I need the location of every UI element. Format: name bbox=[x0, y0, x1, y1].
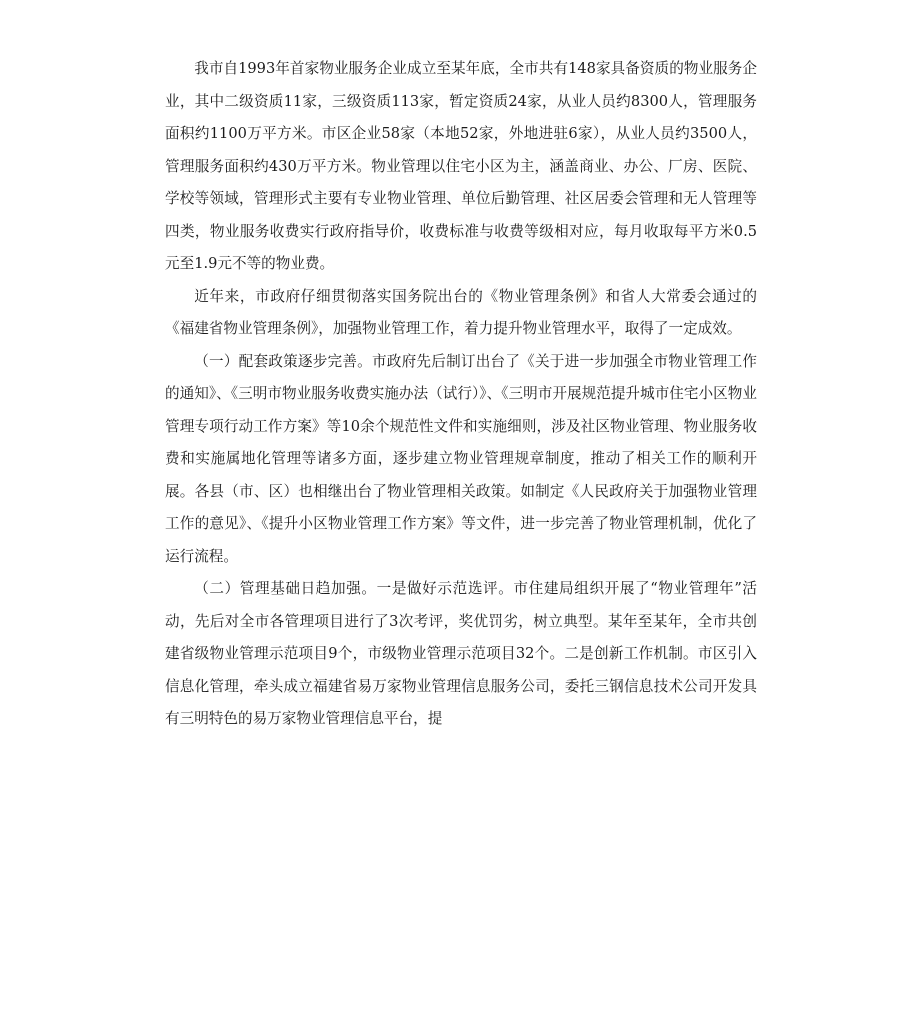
document-body bbox=[165, 53, 757, 736]
paragraph-management-foundation: （二）管理基础日趋加强。一是做好示范选评。市住建局组织开展了“物业管理年”活动，先后对全市各管理项目进行了3次考评，奖优罚劣，树立典型。某年至某年，全市共创建省级物业管理示范项目9个，市级物业管理示范项目32个。二是创新工作机制。市区引入信息化管理，牵头成立福建省易万家物业管理信息服务公司，委托三钢信息技术公司开发具有三明特色的易万家物业管理信息平台，提 bbox=[165, 580, 757, 727]
paragraph-overview: 我市自1993年首家物业服务企业成立至某年底，全市共有148家具备资质的物业服务企业，其中二级资质11家，三级资质113家，暂定资质24家，从业人员约8300人，管理服务面积约1100万平方米。市区企业58家（本地52家，外地进驻6家），从业人员约3500人，管理服务面积约430万平方米。物业管理以住宅小区为主，涵盖商业、办公、厂房、医院、学校等领域，管理形式主要有专业物业管理、单位后勤管理、社区居委会管理和无人管理等四类，物业服务收费实行政府指导价，收费标准与收费等级相对应，每月收取每平方米0.5元至1.9元不等的物业费。 bbox=[165, 60, 757, 272]
paragraph-policy-improvement: （一）配套政策逐步完善。市政府先后制订出台了《关于进一步加强全市物业管理工作的通知》、《三明市物业服务收费实施办法（试行）》、《三明市开展规范提升城市住宅小区物业管理专项行动工作方案》等10余个规范性文件和实施细则，涉及社区物业管理、物业服务收费和实施属地化管理等诸多方面，逐步建立物业管理规章制度，推动了相关工作的顺利开展。各县（市、区）也相继出台了物业管理相关政策。如制定《人民政府关于加强物业管理工作的意见》、《提升小区物业管理工作方案》等文件，进一步完善了物业管理机制，优化了运行流程。 bbox=[165, 352, 757, 565]
paragraph-achievements-intro: 近年来，市政府仔细贯彻落实国务院出台的《物业管理条例》和省人大常委会通过的《福建省物业管理条例》，加强物业管理工作，着力提升物业管理水平，取得了一定成效。 bbox=[165, 287, 757, 337]
